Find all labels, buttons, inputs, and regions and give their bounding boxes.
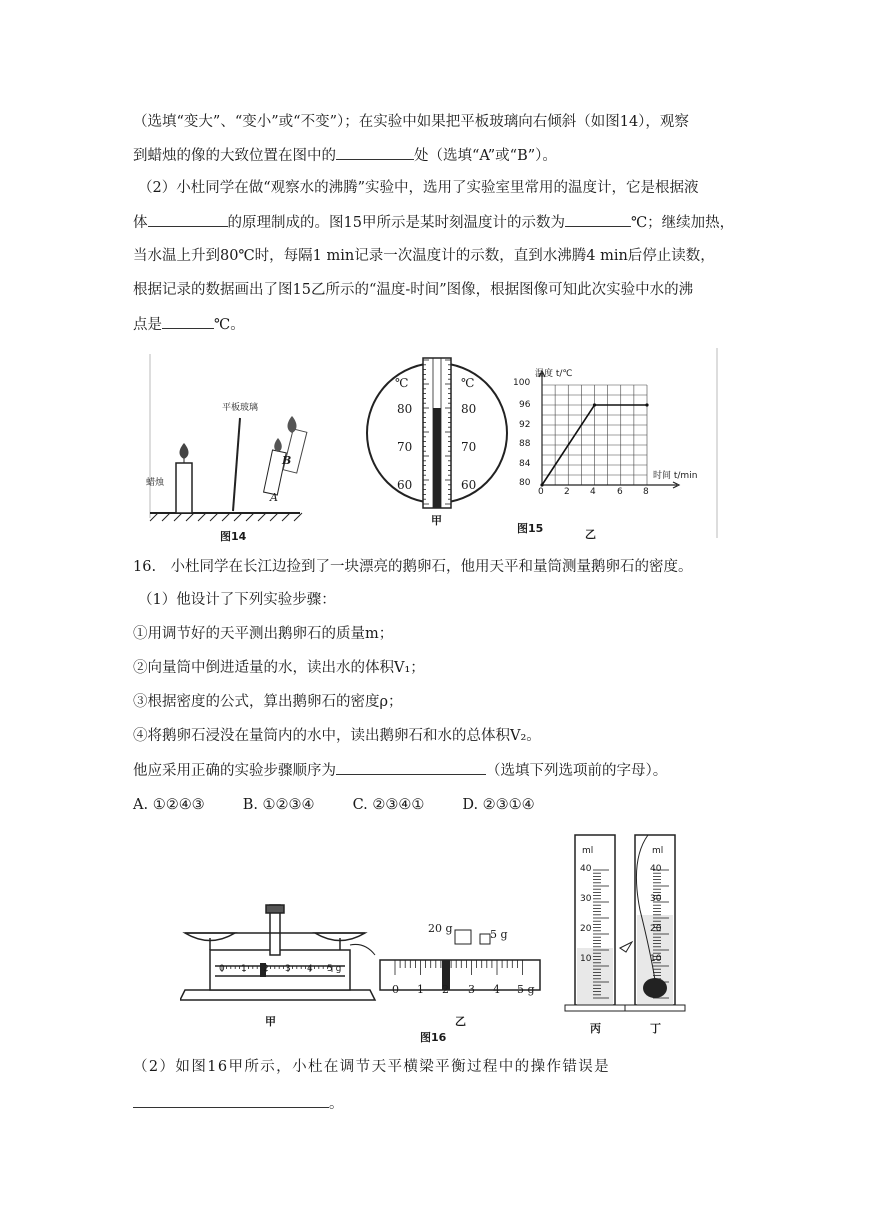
thermo-tick-60-right: 60 [461,478,477,492]
balance-tick-1: 1 [241,964,247,974]
ruler-tick-5: 5 g [517,983,535,996]
q15-line1: （选填“变大”、“变小”或“不变”）；在实验中如果把平板玻璃向右倾斜（如图14），观察 [133,114,689,130]
blank-thermometer-principle[interactable] [148,212,228,227]
eye-icon [620,942,632,952]
thermometer-drawing [365,348,515,518]
graduated-cylinder-with-stone-icon [625,835,685,1011]
figure-15-left [365,348,515,548]
cylinder-right-tick-40: 40 [650,864,662,874]
chart-ytick-92: 92 [519,420,531,430]
figure-16 [180,830,700,1045]
chart-xtick-4: 4 [590,487,596,497]
cylinder-left-tick-40: 40 [580,864,592,874]
chart-data-point [593,403,596,406]
figure-16-caption: 图16 [420,1031,447,1044]
q16-order-b: （选填下列选项前的字母）。 [486,763,668,779]
ruler-tick-1: 1 [417,983,424,996]
weight-5g-label: 5 g [490,928,508,941]
q15-part2-line2b: 的原理制成的。图15甲所示是某时刻温度计的示数为 [227,215,565,231]
blank-boiling-point[interactable] [162,314,214,329]
cylinder-left-tick-20: 20 [580,924,592,934]
glass-label: 平板玻璃 [222,403,259,413]
chart-xtick-0: 0 [538,487,544,497]
thermo-tick-80-left: 80 [397,402,413,416]
q15-part2-line1: （2）小杜同学在做“观察水的沸腾”实验中，选用了实验室里常用的温度计，它是根据液 [138,180,699,196]
balance-tick-3: 3 [285,964,291,974]
chart-ytick-88: 88 [519,439,531,449]
chart-ylabel: 温度 t/℃ [535,369,573,379]
blank-balance-error[interactable] [133,1093,329,1108]
option-a[interactable]: A. ①②④③ [133,797,205,813]
q15-part2-line5b: ℃。 [214,317,245,333]
q15-line2a: 到蜡烛的像的大致位置在图中的 [133,148,336,164]
cylinder-right-tick-30: 30 [650,894,662,904]
blank-thermometer-reading[interactable] [565,212,631,227]
q15-line2b: 处（选填“A”或“B”）。 [414,148,557,164]
cylinder-left-tick-10: 10 [580,954,592,964]
cylinder-left-unit: ml [582,846,594,856]
q16-part2-end: 。 [329,1096,344,1112]
candle-label: 蜡烛 [146,478,165,488]
figure-15-caption: 图15 [517,522,544,535]
figure-15-right [505,348,720,548]
q16-step2: ②向量筒中倒进适量的水，读出水的体积V₁； [133,660,425,676]
figure-16-label-jia: 甲 [265,1015,276,1028]
option-c[interactable]: C. ②③④① [352,797,425,813]
figure-15-label-jia: 甲 [431,514,442,527]
cylinder-right-tick-10: 10 [650,954,662,964]
q15-part2-line4: 根据记录的数据画出了图15乙所示的“温度-时间”图像，根据图像可知此次实验中水的沸 [133,282,694,298]
q16-step1: ①用调节好的天平测出鹅卵石的质量m； [133,626,394,642]
ruler-tick-0: 0 [392,983,399,996]
weight-20g-icon [455,930,471,944]
figure-14-caption: 图14 [220,530,247,543]
thermo-tick-80-right: 80 [461,402,477,416]
figure-16-label-ding: 丁 [650,1022,661,1035]
blank-image-position[interactable] [336,145,414,160]
figure-14 [140,348,355,548]
cylinder-right-unit: ml [652,846,664,856]
weight-20g-label: 20 g [428,922,453,935]
q15-part2-line5 [133,314,245,335]
q16-step4: ④将鹅卵石浸没在量筒内的水中，读出鹅卵石和水的总体积V₂。 [133,728,541,744]
ruler-tick-3: 3 [468,983,475,996]
ruler-tick-4: 4 [493,983,500,996]
weight-5g-icon [480,934,490,944]
q15-part2-line5a: 点是 [133,317,162,333]
chart-xtick-8: 8 [643,487,649,497]
q16-step3: ③根据密度的公式，算出鹅卵石的密度ρ； [133,694,403,710]
figure-16-label-yi: 乙 [455,1015,466,1028]
thermo-tick-70-right: 70 [461,440,477,454]
q15-part2-line2c: ℃；继续加热， [630,215,735,231]
figure-14-drawing [140,348,355,548]
unit-celsius-left: ℃ [395,376,409,390]
q16-order [133,760,667,781]
q16-order-a: 他应采用正确的实验步骤顺序为 [133,763,336,779]
point-a-label: A [270,491,278,504]
q15-part2-line2a: 体 [133,215,148,231]
figure-16-drawing [180,830,700,1045]
balance-tick-5: 5 g [327,964,342,974]
figure-16-label-bing: 丙 [590,1022,601,1035]
option-d[interactable]: D. ②③①④ [462,797,535,813]
thermo-tick-60-left: 60 [397,478,413,492]
cylinder-left-tick-30: 30 [580,894,592,904]
point-b-label: B [282,454,292,467]
flame-icon [274,438,282,452]
candle-icon [176,463,192,513]
chart-ytick-80: 80 [519,478,531,488]
chart-xlabel: 时间 t/min [653,471,698,481]
q15-part2-line3: 当水温上升到80℃时，每隔1 min记录一次温度计的示数，直到水沸腾4 min后停止读数， [133,248,715,264]
q16-part1: （1）他设计了下列实验步骤： [138,592,336,608]
chart-ytick-100: 100 [513,378,531,388]
ruler-tick-2: 2 [442,983,449,996]
glass-plate [233,418,240,511]
mercury-column [433,408,441,508]
q16-part2-line1: （2）如图16甲所示，小杜在调节天平横梁平衡过程中的操作错误是 [133,1059,611,1075]
q15-line2 [133,145,557,166]
flame-icon [180,443,189,459]
graduated-cylinder-icon [565,835,625,1011]
balance-icon [180,905,375,1000]
rider-scale [380,960,540,990]
cylinder-right-tick-20: 20 [650,924,662,934]
chart-xtick-2: 2 [564,487,570,497]
q15-part2-line2 [133,212,734,233]
balance-tick-4: 4 [307,964,313,974]
thermo-tick-70-left: 70 [397,440,413,454]
figure-15-label-yi: 乙 [585,528,596,541]
chart-ytick-84: 84 [519,459,531,469]
option-b[interactable]: B. ①②③④ [242,797,315,813]
q16-stem: 16. 小杜同学在长江边捡到了一块漂亮的鹅卵石，他用天平和量筒测量鹅卵石的密度。 [133,559,693,575]
balance-tick-0: 0 [219,964,225,974]
unit-celsius-right: ℃ [461,376,475,390]
chart-ytick-96: 96 [519,400,531,410]
chart-xtick-6: 6 [617,487,623,497]
q16-part2-line2 [133,1093,344,1114]
blank-step-order[interactable] [336,760,486,775]
balance-tick-2: 2 [263,964,269,974]
chart-data-point [645,403,648,406]
q16-options [133,795,573,815]
